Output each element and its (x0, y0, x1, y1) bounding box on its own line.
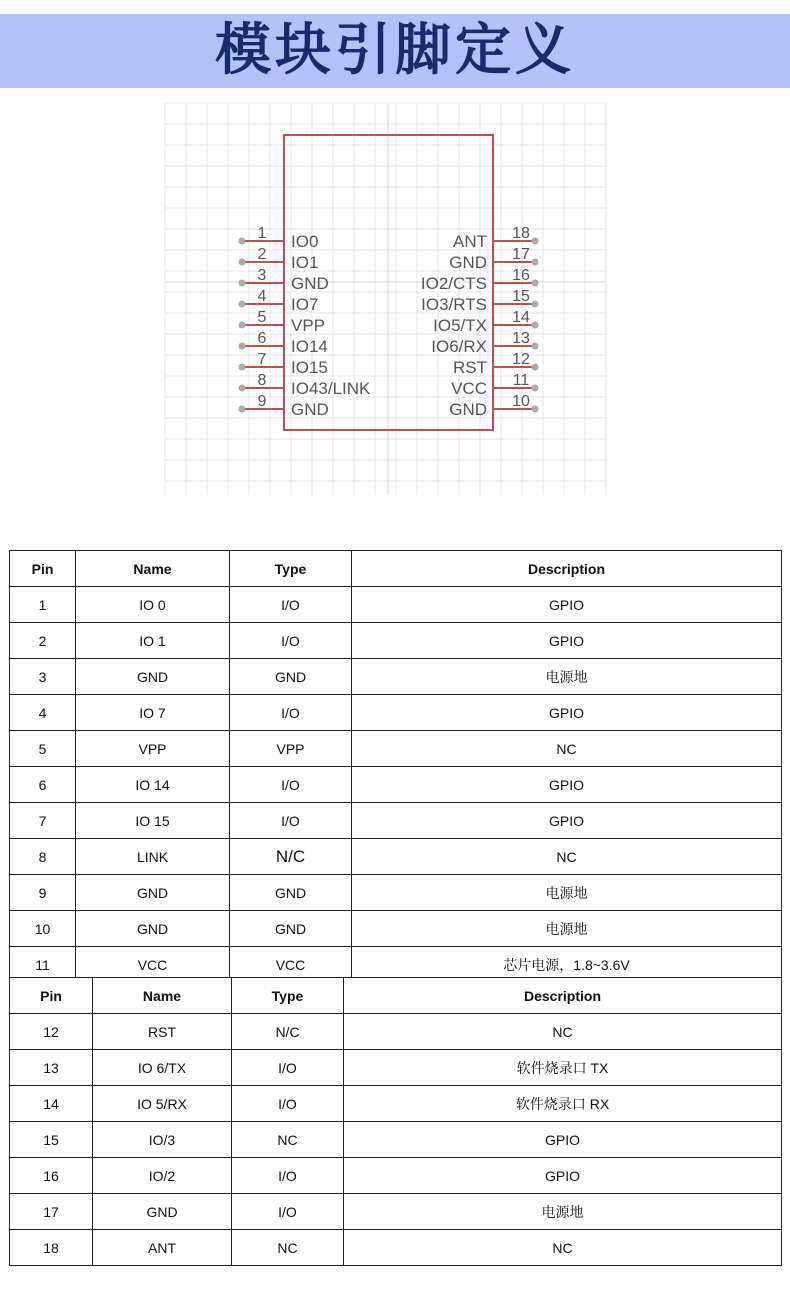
pin-label: IO6/RX (431, 337, 487, 356)
pin-cell: 10 (10, 911, 76, 947)
description-cell: GPIO (344, 1158, 782, 1194)
pin-label: IO43/LINK (291, 379, 371, 398)
description-cell: NC (344, 1230, 782, 1266)
table-row (10, 695, 782, 731)
table-row (10, 1014, 782, 1050)
table-header-row (10, 551, 782, 587)
name-cell: GND (76, 875, 230, 911)
table-row (10, 911, 782, 947)
pin-cell: 12 (10, 1014, 93, 1050)
pin-number: 7 (257, 351, 267, 368)
pin-number: 14 (512, 309, 530, 326)
pin-label: GND (291, 274, 329, 293)
table-row (10, 839, 782, 875)
name-cell: VPP (76, 731, 230, 767)
pin-endpoint (239, 385, 246, 392)
description-cell: NC (352, 839, 782, 875)
pin-endpoint (532, 301, 539, 308)
name-cell: IO 14 (76, 767, 230, 803)
pin-cell: 8 (10, 839, 76, 875)
description-cell: GPIO (352, 587, 782, 623)
type-cell: I/O (232, 1194, 344, 1230)
pin-table-1 (9, 550, 782, 983)
header-type: Type (230, 551, 352, 587)
type-cell: I/O (230, 695, 352, 731)
description-cell: GPIO (352, 767, 782, 803)
name-cell: LINK (76, 839, 230, 875)
pin-label: ANT (453, 232, 487, 251)
pinout-diagram (0, 0, 790, 520)
pin-number: 3 (257, 267, 267, 284)
type-cell: I/O (232, 1158, 344, 1194)
pin-label: VPP (291, 316, 326, 335)
table-row (10, 623, 782, 659)
pin-number: 11 (512, 372, 530, 389)
pin-cell: 15 (10, 1122, 93, 1158)
table-row (10, 1194, 782, 1230)
pin-endpoint (239, 343, 246, 350)
pin-endpoint (239, 406, 246, 413)
header-name: Name (93, 978, 232, 1014)
table-row (10, 875, 782, 911)
pin-cell: 14 (10, 1086, 93, 1122)
pin-cell: 11 (10, 947, 76, 983)
pin-number: 1 (257, 225, 267, 242)
type-cell: VPP (230, 731, 352, 767)
name-cell: VCC (76, 947, 230, 983)
description-cell: 电源地 (344, 1194, 782, 1230)
pin-label: IO7 (291, 295, 319, 314)
description-cell: NC (344, 1014, 782, 1050)
pin-label: GND (449, 253, 487, 272)
pin-label: IO15 (291, 358, 328, 377)
pin-number: 5 (257, 309, 267, 326)
table-row (10, 803, 782, 839)
type-cell: I/O (230, 767, 352, 803)
pin-endpoint (239, 322, 246, 329)
description-cell: GPIO (344, 1122, 782, 1158)
type-cell: I/O (232, 1086, 344, 1122)
pin-number: 18 (512, 225, 530, 242)
pin-number: 15 (512, 288, 530, 305)
pin-label: IO3/RTS (421, 295, 487, 314)
type-cell: GND (230, 911, 352, 947)
pin-endpoint (532, 343, 539, 350)
pin-number: 6 (257, 330, 267, 347)
table-row (10, 1122, 782, 1158)
description-cell: GPIO (352, 623, 782, 659)
pin-endpoint (532, 280, 539, 287)
pin-cell: 17 (10, 1194, 93, 1230)
pin-label: GND (449, 400, 487, 419)
table-row (10, 587, 782, 623)
pin-endpoint (239, 364, 246, 371)
description-cell: NC (352, 731, 782, 767)
type-cell: GND (230, 659, 352, 695)
pin-number: 9 (257, 393, 267, 410)
pin-endpoint (239, 280, 246, 287)
pin-number: 12 (512, 351, 530, 368)
pin-endpoint (532, 238, 539, 245)
description-cell: 电源地 (352, 659, 782, 695)
pin-cell: 13 (10, 1050, 93, 1086)
pin-cell: 4 (10, 695, 76, 731)
header-name: Name (76, 551, 230, 587)
description-cell: GPIO (352, 803, 782, 839)
type-cell: I/O (230, 803, 352, 839)
pin-number: 13 (512, 330, 530, 347)
right-pin-group (421, 225, 539, 419)
pin-endpoint (532, 385, 539, 392)
pin-number: 10 (512, 393, 530, 410)
name-cell: GND (93, 1194, 232, 1230)
schematic-grid (165, 103, 607, 495)
left-pin-group (239, 225, 372, 419)
type-cell: I/O (230, 587, 352, 623)
type-cell: GND (230, 875, 352, 911)
pin-cell: 6 (10, 767, 76, 803)
pin-endpoint (532, 406, 539, 413)
pin-endpoint (532, 364, 539, 371)
pin-label: VCC (451, 379, 487, 398)
name-cell: IO 7 (76, 695, 230, 731)
pin-label: IO14 (291, 337, 328, 356)
pin-cell: 18 (10, 1230, 93, 1266)
pin-endpoint (532, 322, 539, 329)
name-cell: IO 1 (76, 623, 230, 659)
pin-endpoint (239, 259, 246, 266)
type-cell: N/C (232, 1014, 344, 1050)
pin-cell: 3 (10, 659, 76, 695)
table-row (10, 659, 782, 695)
pin-endpoint (532, 259, 539, 266)
description-cell: 电源地 (352, 875, 782, 911)
pin-number: 2 (257, 246, 267, 263)
header-pin: Pin (10, 978, 93, 1014)
description-cell: GPIO (352, 695, 782, 731)
table-row (10, 1158, 782, 1194)
pin-label: IO5/TX (433, 316, 487, 335)
pin-table-2 (9, 977, 782, 1266)
name-cell: IO 15 (76, 803, 230, 839)
table-row (10, 767, 782, 803)
pin-label: IO2/CTS (420, 274, 487, 293)
pin-cell: 2 (10, 623, 76, 659)
name-cell: IO 0 (76, 587, 230, 623)
type-cell: I/O (232, 1050, 344, 1086)
table-row (10, 1230, 782, 1266)
description-cell: 电源地 (352, 911, 782, 947)
table-row (10, 731, 782, 767)
pin-label: RST (453, 358, 487, 377)
header-type: Type (232, 978, 344, 1014)
pin-number: 8 (257, 372, 267, 389)
name-cell: IO 5/RX (93, 1086, 232, 1122)
description-cell: 软件烧录口 TX (344, 1050, 782, 1086)
pin-number: 16 (512, 267, 530, 284)
type-cell: N/C (230, 839, 352, 875)
description-cell: 软件烧录口 RX (344, 1086, 782, 1122)
header-description: Description (352, 551, 782, 587)
pin-endpoint (239, 238, 246, 245)
pin-cell: 16 (10, 1158, 93, 1194)
name-cell: GND (76, 911, 230, 947)
pin-label: IO1 (291, 253, 319, 272)
name-cell: GND (76, 659, 230, 695)
pin-number: 4 (257, 288, 267, 305)
header-description: Description (344, 978, 782, 1014)
type-cell: VCC (230, 947, 352, 983)
page-title: 模块引脚定义 (215, 18, 575, 83)
pin-label: IO0 (291, 232, 319, 251)
pin-cell: 7 (10, 803, 76, 839)
table-row (10, 1050, 782, 1086)
description-cell: 芯片电源，1.8~3.6V (352, 947, 782, 983)
pin-number: 17 (512, 246, 530, 263)
name-cell: IO/2 (93, 1158, 232, 1194)
table-row (10, 1086, 782, 1122)
name-cell: RST (93, 1014, 232, 1050)
name-cell: IO/3 (93, 1122, 232, 1158)
type-cell: NC (232, 1230, 344, 1266)
name-cell: ANT (93, 1230, 232, 1266)
header-pin: Pin (10, 551, 76, 587)
pin-cell: 1 (10, 587, 76, 623)
name-cell: IO 6/TX (93, 1050, 232, 1086)
table-header-row (10, 978, 782, 1014)
pin-label: GND (291, 400, 329, 419)
type-cell: NC (232, 1122, 344, 1158)
type-cell: I/O (230, 623, 352, 659)
pin-cell: 5 (10, 731, 76, 767)
pin-cell: 9 (10, 875, 76, 911)
pin-endpoint (239, 301, 246, 308)
